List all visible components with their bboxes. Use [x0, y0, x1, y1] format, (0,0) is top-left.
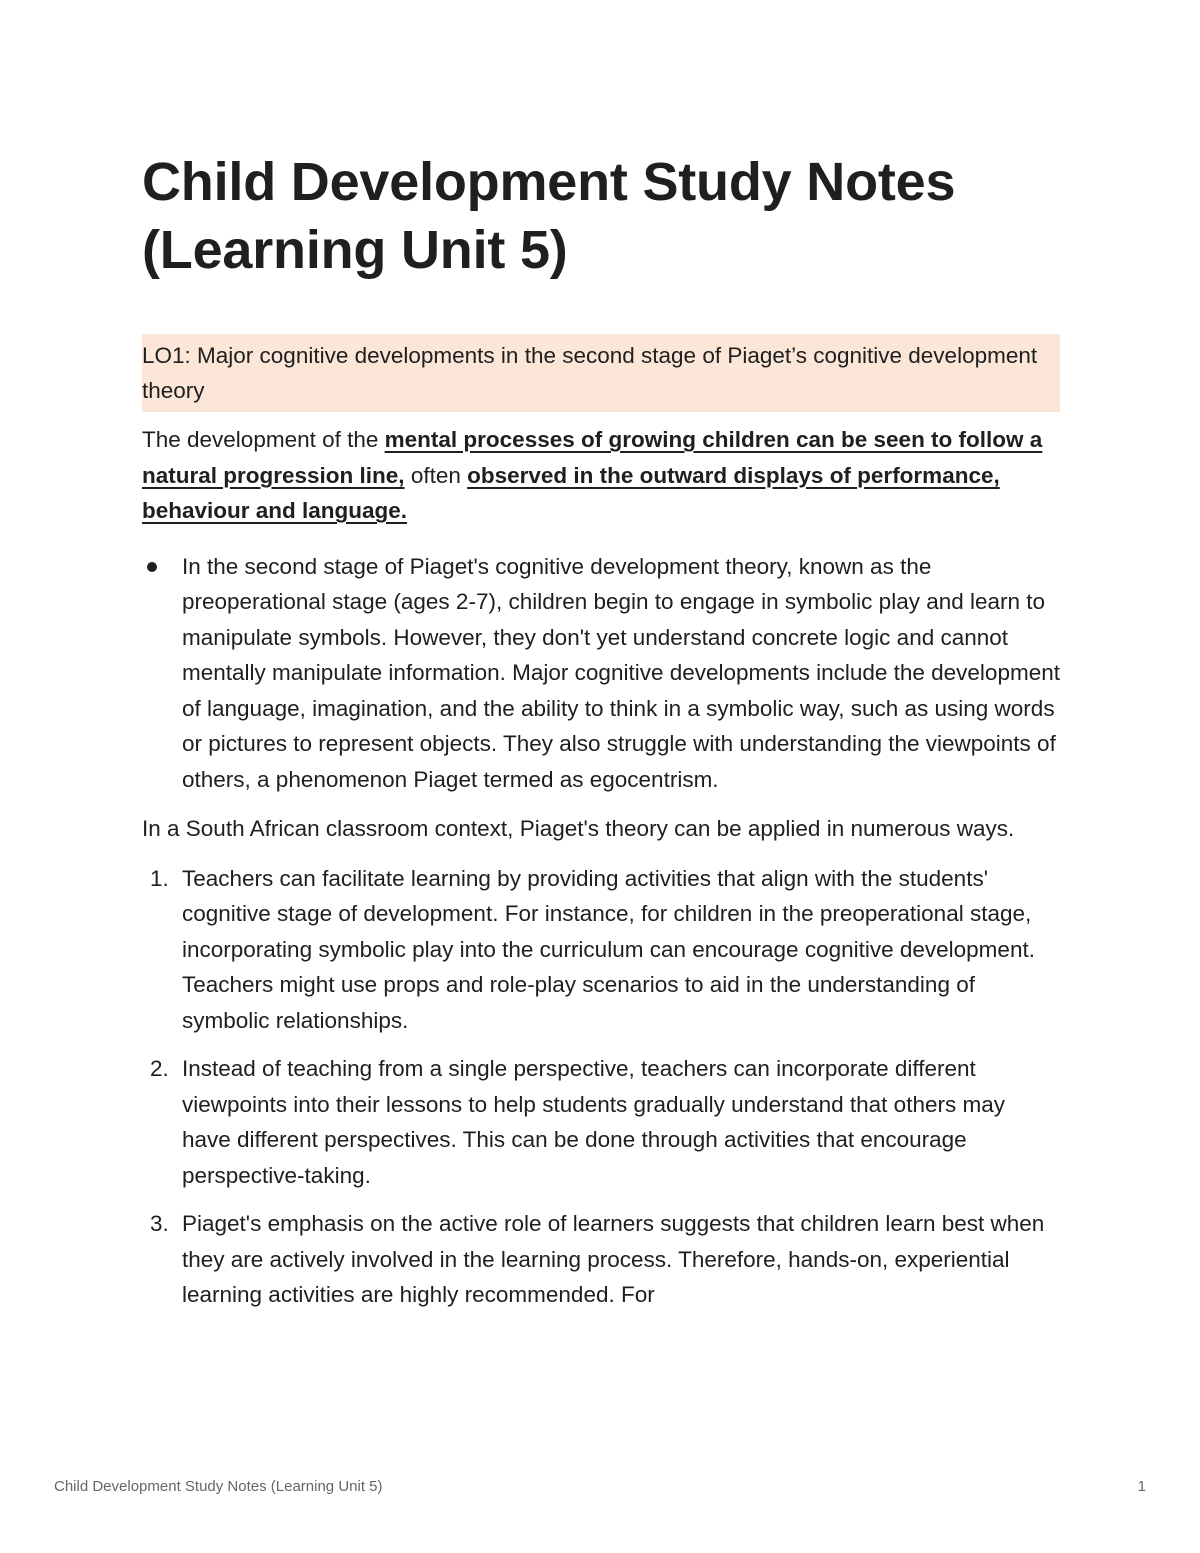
item-text: Piaget's emphasis on the active role of learners suggests that children learn best when they are actively involved in the learning process. Therefore, hands-on, experiential learning activities are highly recommended. For [182, 1211, 1045, 1307]
intro-emphasis-1: mental processes of growing children can be seen to follow a natural progression line, [142, 427, 1043, 488]
bullet-list [142, 549, 1060, 798]
item-number: 3. [150, 1211, 169, 1236]
bullet-item [142, 549, 1060, 798]
numbered-item [142, 1206, 1060, 1313]
intro-text-1: The development of the [142, 427, 385, 452]
footer-title: Child Development Study Notes (Learning Unit 5) [54, 1478, 383, 1495]
item-text: Instead of teaching from a single perspective, teachers can incorporate different viewpoints into their lessons to help students gradually understand that others may have different perspectives. This can be done through activities that encourage perspective-taking. [182, 1056, 1005, 1188]
page-number: 1 [1137, 1478, 1146, 1495]
item-number: 1. [150, 865, 169, 891]
intro-emphasis-2: observed in the outward displays of performance, behaviour and language. [142, 462, 1000, 523]
item-number: 2. [150, 1056, 169, 1081]
intro-text-2: often [404, 462, 468, 488]
bullet-dot-icon [147, 562, 157, 572]
context-paragraph: In a South African classroom context, Piaget's theory can be applied in numerous ways. [142, 816, 1015, 841]
bullet-text: In the second stage of Piaget's cognitive development theory, known as the preoperational stage (ages 2-7), children begin to engage in symbolic play and learn to manipulate symbols. However, they don't yet understand concrete logic and cannot mentally manipulate information. Major cognitive developments include the development of language, imagination, and the ability to think in a symbolic way, such as using words or pictures to represent objects. They also struggle with understanding the viewpoints of others, a phenomenon Piaget termed as egocentrism. [182, 553, 1060, 792]
numbered-list [142, 861, 1060, 1313]
page-footer [54, 1478, 1146, 1495]
page-title: Child Development Study Notes (Learning Unit 5) [142, 152, 956, 280]
learning-outcome-callout: LO1: Major cognitive developments in the second stage of Piaget’s cognitive development theory [142, 334, 1060, 412]
numbered-item [142, 1051, 1060, 1193]
document-page [142, 148, 1060, 1326]
intro-paragraph [142, 422, 1060, 529]
item-text: Teachers can facilitate learning by providing activities that align with the students' cognitive stage of development. For instance, for children in the preoperational stage, incorporating symbolic play into the curriculum can encourage cognitive development. Teachers might use props and role-play scenarios to aid in the understanding of symbolic relationships. [182, 865, 1035, 1033]
numbered-item [142, 861, 1060, 1039]
